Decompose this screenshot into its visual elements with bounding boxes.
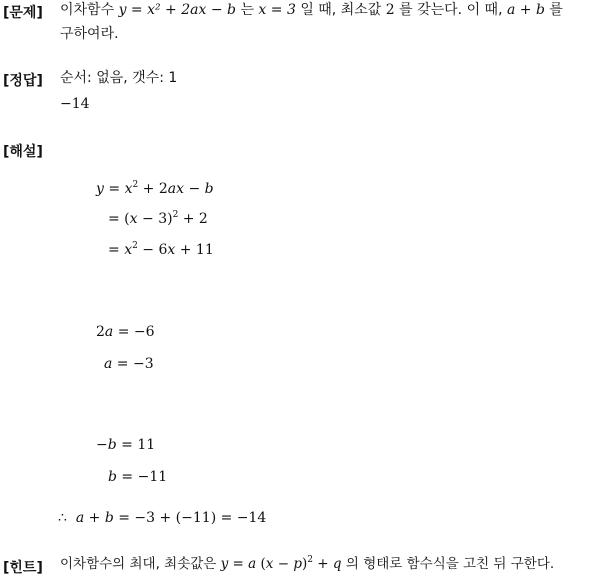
solution-eq1: $y = x^2 + 2ax - b$ — [96, 180, 214, 197]
problem-mid: 는 — [240, 2, 254, 18]
problem-mid2: 일 때, 최소값 — [300, 2, 382, 18]
hint-label: [힌트] — [3, 560, 43, 576]
problem-equation: y = x² + 2ax − b — [118, 2, 236, 18]
problem-pre: 이차함수 — [60, 2, 115, 18]
problem-mid3: 를 갖는다. 이 때, — [399, 2, 503, 18]
solution-label: [해설] — [3, 144, 43, 160]
hint-pre: 이차함수의 최대, 최솟값은 — [60, 556, 217, 572]
problem-label: [문제] — [3, 5, 43, 21]
problem-min-value: 2 — [385, 2, 395, 18]
problem-text-line1 — [60, 0, 563, 22]
solution-eq5: a = −3 — [104, 356, 154, 372]
problem-end: 를 — [549, 2, 563, 18]
solution-eq3: = $x^2 - 6x + 11$ — [108, 241, 214, 258]
solution-eq2: = $(x - 3)^2 + 2$ — [108, 210, 208, 227]
solution-eq6: −b = 11 — [96, 437, 156, 453]
hint-equation: y = a $(x - p)^2 + q$ — [220, 555, 342, 572]
problem-ask: a + b — [506, 2, 545, 18]
problem-text-line2: 구하여라. — [60, 26, 119, 42]
solution-eq7: b = −11 — [108, 469, 168, 485]
answer-value: −14 — [60, 96, 90, 112]
answer-meta: 순서: 없음, 갯수: 1 — [60, 70, 178, 86]
problem-condition: x = 3 — [258, 2, 296, 18]
solution-eq4: 2a = −6 — [96, 324, 155, 340]
solution-conclusion: ∴ a + b = −3 + (−11) = −14 — [58, 510, 267, 526]
hint-post: 의 형태로 함수식을 고친 뒤 구한다. — [345, 556, 555, 572]
answer-label: [정답] — [3, 73, 43, 89]
hint-text — [60, 552, 554, 576]
